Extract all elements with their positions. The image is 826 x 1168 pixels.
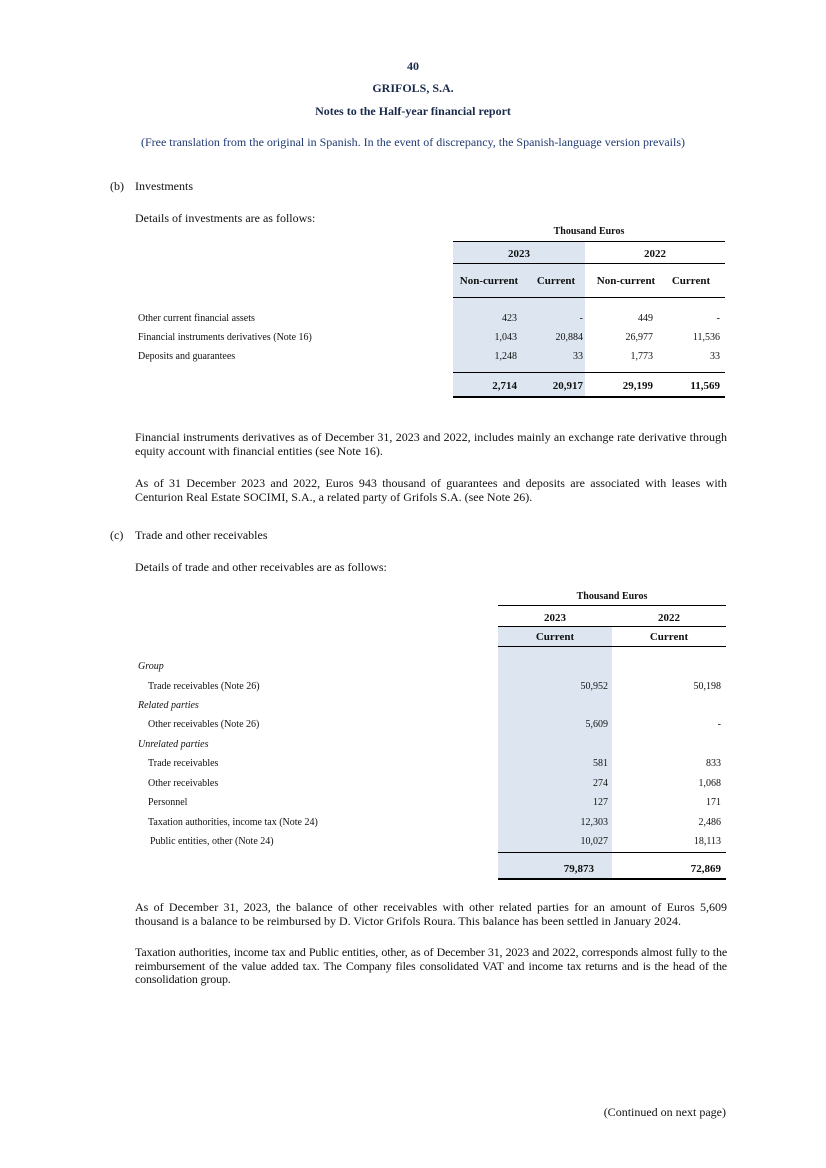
cell: 26,977 [625,332,653,343]
double-rule [498,878,726,880]
row-label: Personnel [148,797,188,808]
cell: 50,198 [693,681,721,692]
group-label: Related parties [138,700,199,711]
cell: 274 [593,778,608,789]
cell: 423 [502,313,517,324]
cell: 33 [573,351,583,362]
cell: 18,113 [693,836,721,847]
cell: 20,884 [555,332,583,343]
unit-label: Thousand Euros [553,226,625,237]
report-title: Notes to the Half-year financial report [315,104,511,118]
year-2022: 2022 [644,248,666,260]
section-c-letter: (c) [110,528,124,542]
col-header: Current [671,275,711,287]
double-rule [453,396,725,398]
col-header: Current [535,631,575,643]
year-2023: 2023 [508,248,530,260]
total-rule [498,852,726,853]
rule [453,241,725,242]
cell: 11,536 [692,332,720,343]
cell: 12,303 [580,817,608,828]
section-b-title: Investments [135,179,193,193]
col-header: Current [649,631,689,643]
receivables-intro: Details of trade and other receivables are as follows: [135,560,387,574]
cell: 33 [710,351,720,362]
cell: 449 [638,313,653,324]
rule [498,626,726,627]
total-cell: 11,569 [690,380,720,392]
row-label: Deposits and guarantees [138,351,236,362]
cell: 1,068 [698,778,721,789]
group-label: Unrelated parties [138,739,209,750]
row-label: Taxation authorities, income tax (Note 24) [148,817,318,828]
investments-paragraph: As of 31 December 2023 and 2022, Euros 943 thousand of guarantees and deposits are associated with leases with Centurion Real Estate SOCIMI, S.A., a related party of Grifols S.A. (see Note 26). [135,476,727,504]
group-label: Group [138,661,164,672]
continued-note: (Continued on next page) [603,1105,726,1119]
row-label: Financial instruments derivatives (Note 16) [138,332,312,343]
company-name: GRIFOLS, S.A. [372,81,454,95]
col-header: Non-current [459,275,519,287]
receivables-paragraph: As of December 31, 2023, the balance of other receivables with other related parties for an amount of Euros 5,609 thousand is a balance to be reimbursed by D. Victor Grifols Roura. This balance has been settled in January 2024. [135,900,727,928]
cell: 833 [706,758,721,769]
row-label: Trade receivables (Note 26) [148,681,260,692]
row-label: Other receivables [148,778,219,789]
total-cell: 2,714 [492,380,517,392]
cell: - [717,719,721,730]
rule [498,605,726,606]
cell: 127 [593,797,608,808]
row-label: Other current financial assets [138,313,255,324]
col-header: Current [536,275,576,287]
cell: 10,027 [580,836,608,847]
page-number: 40 [407,59,419,73]
row-label: Trade receivables [148,758,219,769]
cell: 1,248 [494,351,517,362]
year-2022: 2022 [658,612,680,624]
rule [453,263,725,264]
col-header: Non-current [596,275,656,287]
cell: 581 [593,758,608,769]
cell: 1,043 [494,332,517,343]
cell: - [579,313,583,324]
cell: - [716,313,720,324]
year-2023: 2023 [544,612,566,624]
investments-paragraph: Financial instruments derivatives as of December 31, 2023 and 2022, includes mainly an exchange rate derivative through equity account with financial entities (see Note 16). [135,430,727,458]
row-label: Public entities, other (Note 24) [150,836,274,847]
section-c-title: Trade and other receivables [135,528,268,542]
section-b-letter: (b) [110,179,124,193]
rule [453,297,725,298]
total-cell: 20,917 [552,380,583,392]
cell: 2,486 [698,817,721,828]
cell: 5,609 [585,719,608,730]
investments-intro: Details of investments are as follows: [135,211,316,225]
cell: 50,952 [580,681,608,692]
total-cell: 72,869 [690,863,721,875]
unit-label: Thousand Euros [576,591,648,602]
total-rule [453,372,725,373]
translation-note: (Free translation from the original in Spanish. In the event of discrepancy, the Spanish-language version prevails) [140,135,686,149]
rule [498,646,726,647]
row-label: Other receivables (Note 26) [148,719,260,730]
cell: 1,773 [630,351,653,362]
receivables-paragraph: Taxation authorities, income tax and Public entities, other, as of December 31, 2023 and 2022, corresponds almost fully to the reimbursement of the value added tax. The Company files consolidated VAT and income tax returns and is the head of the consolidation group. [135,945,727,986]
total-cell: 79,873 [563,863,594,875]
cell: 171 [706,797,721,808]
total-cell: 29,199 [622,380,653,392]
